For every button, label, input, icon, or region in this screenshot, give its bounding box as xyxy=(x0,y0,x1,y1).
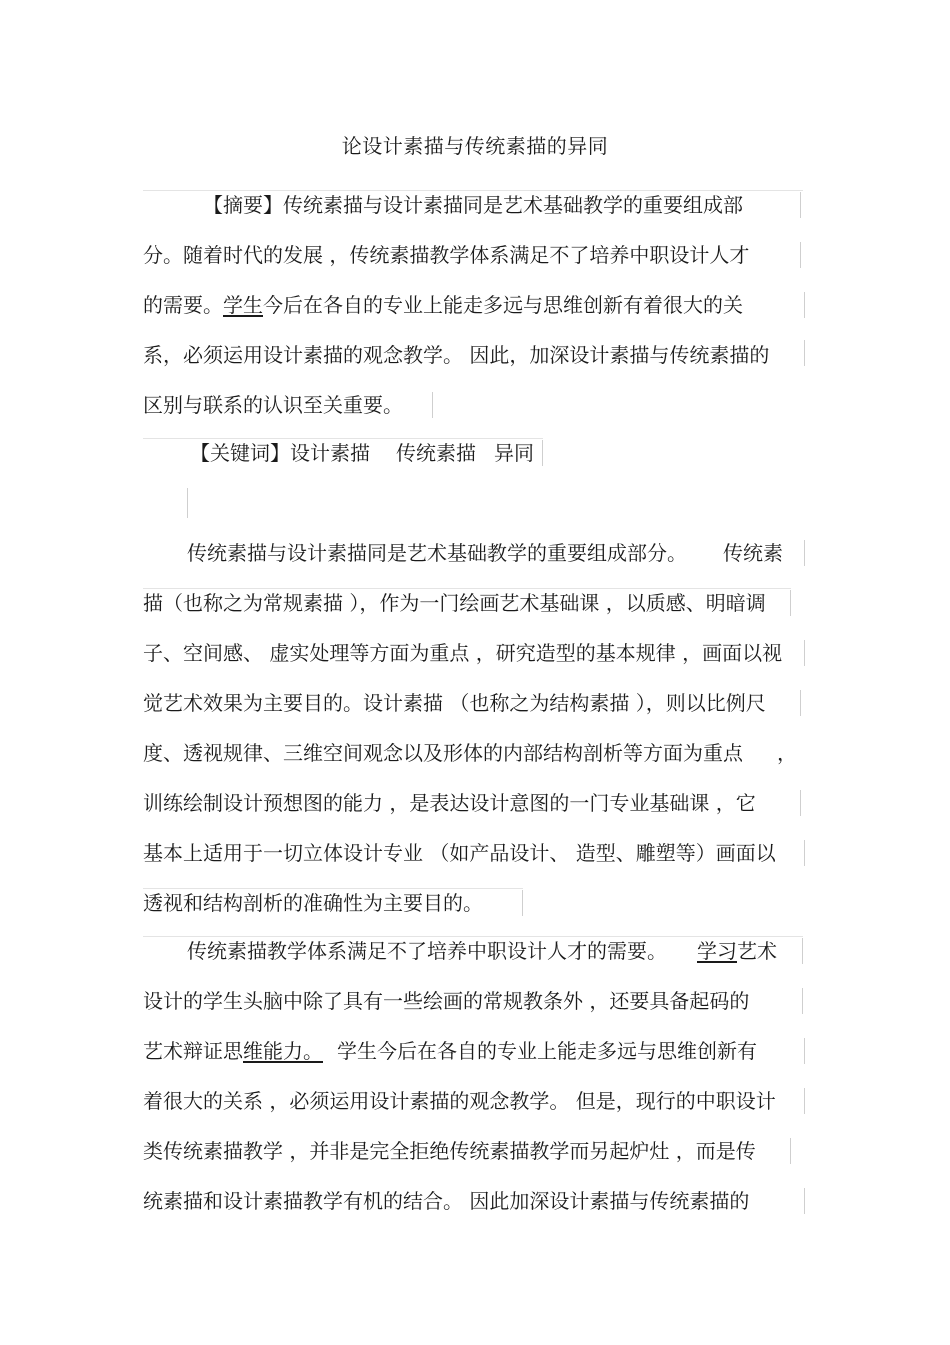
frame-line xyxy=(804,1088,805,1114)
para2-line-2: 设计的学生头脑中除了具有一些绘画的常规教条外 ，还要具备起码的 xyxy=(143,989,750,1013)
frame-line xyxy=(804,540,805,566)
keywords-line xyxy=(190,439,534,467)
para1-line-3: 子、空间感、 虚实处理等方面为重点 ，研究造型的基本规律 ，画面以视 xyxy=(143,641,783,665)
para1-line-1 xyxy=(187,539,783,567)
abstract-line-3-start: 的需要。 xyxy=(143,293,223,317)
para1-line-5-start: 度、透视规律、三维空间观念以及形体的内部结构剖析等方面为重点 xyxy=(143,741,743,765)
para2-line-3-start: 艺术辩证思 xyxy=(143,1039,243,1063)
para2-line-3 xyxy=(143,1037,757,1065)
abstract-line-2: 分。随着时代的发展 ，传统素描教学体系满足不了培养中职设计人才 xyxy=(143,243,750,267)
para1-line-2: 描（也称之为常规素描 ），作为一门绘画艺术基础课 ，以质感、明暗调 xyxy=(143,591,766,615)
frame-line xyxy=(432,392,433,418)
frame-line xyxy=(790,590,791,616)
abstract-link-student[interactable]: 学生 xyxy=(223,293,263,317)
frame-line xyxy=(804,1038,805,1064)
abstract-line-3-end: 今后在各自的专业上能走多远与思维创新有着很大的关 xyxy=(263,293,743,317)
para1-line-1-start: 传统素描与设计素描同是艺术基础教学的重要组成部分。 xyxy=(187,541,687,565)
frame-line xyxy=(800,690,801,716)
para2-link-ability[interactable]: 维能力。 xyxy=(243,1039,323,1063)
frame-line xyxy=(522,890,523,916)
para1-line-6: 训练绘制设计预想图的能力 ，是表达设计意图的一门专业基础课 ，它 xyxy=(143,791,756,815)
para1-line-4: 觉艺术效果为主要目的。设计素描 （也称之为结构素描 ），则以比例尺 xyxy=(143,691,766,715)
para2-line-1-start: 传统素描教学体系满足不了培养中职设计人才的需要。 xyxy=(187,939,667,963)
para2-line-1-end: 艺术 xyxy=(737,939,777,963)
para2-link-study[interactable]: 学习 xyxy=(697,939,737,963)
frame-line xyxy=(804,840,805,866)
keyword-3: 异同 xyxy=(494,441,534,465)
frame-line xyxy=(804,640,805,666)
frame-line xyxy=(187,488,188,518)
para2-line-3-end: 学生今后在各自的专业上能走多远与思维创新有 xyxy=(337,1039,757,1063)
para1-line-5-end: ， xyxy=(777,741,797,765)
para1-line-8: 透视和结构剖析的准确性为主要目的。 xyxy=(143,891,483,915)
frame-line xyxy=(800,242,801,268)
keywords-label: 【关键词】设计素描 xyxy=(190,441,370,465)
para1-line-7: 基本上适用于一切立体设计专业 （如产品设计、 造型、雕塑等）画面以 xyxy=(143,841,776,865)
frame-line xyxy=(790,1138,791,1164)
frame-line xyxy=(802,988,803,1014)
abstract-line-4: 系，必须运用设计素描的观念教学。 因此，加深设计素描与传统素描的 xyxy=(143,343,770,367)
para2-line-1 xyxy=(187,937,777,965)
abstract-line-1: 【摘要】传统素描与设计素描同是艺术基础教学的重要组成部 xyxy=(203,193,743,217)
frame-line xyxy=(800,192,801,218)
keyword-2: 传统素描 xyxy=(396,441,476,465)
frame-line xyxy=(804,340,805,366)
frame-line xyxy=(800,790,801,816)
para1-line-5 xyxy=(143,739,797,767)
document-title: 论设计素描与传统素描的异同 xyxy=(341,134,609,158)
abstract-line-5: 区别与联系的认识至关重要。 xyxy=(143,393,403,417)
para2-line-4: 着很大的关系 ，必须运用设计素描的观念教学。 但是，现行的中职设计 xyxy=(143,1089,776,1113)
para2-line-5: 类传统素描教学 ，并非是完全拒绝传统素描教学而另起炉灶 ，而是传 xyxy=(143,1139,756,1163)
frame-line xyxy=(804,292,805,318)
frame-line xyxy=(542,440,543,466)
para1-line-1-end: 传统素 xyxy=(723,541,783,565)
frame-line xyxy=(802,938,803,964)
frame-line xyxy=(804,1188,805,1214)
abstract-line-3 xyxy=(143,291,743,319)
para2-line-6: 统素描和设计素描教学有机的结合。 因此加深设计素描与传统素描的 xyxy=(143,1189,750,1213)
